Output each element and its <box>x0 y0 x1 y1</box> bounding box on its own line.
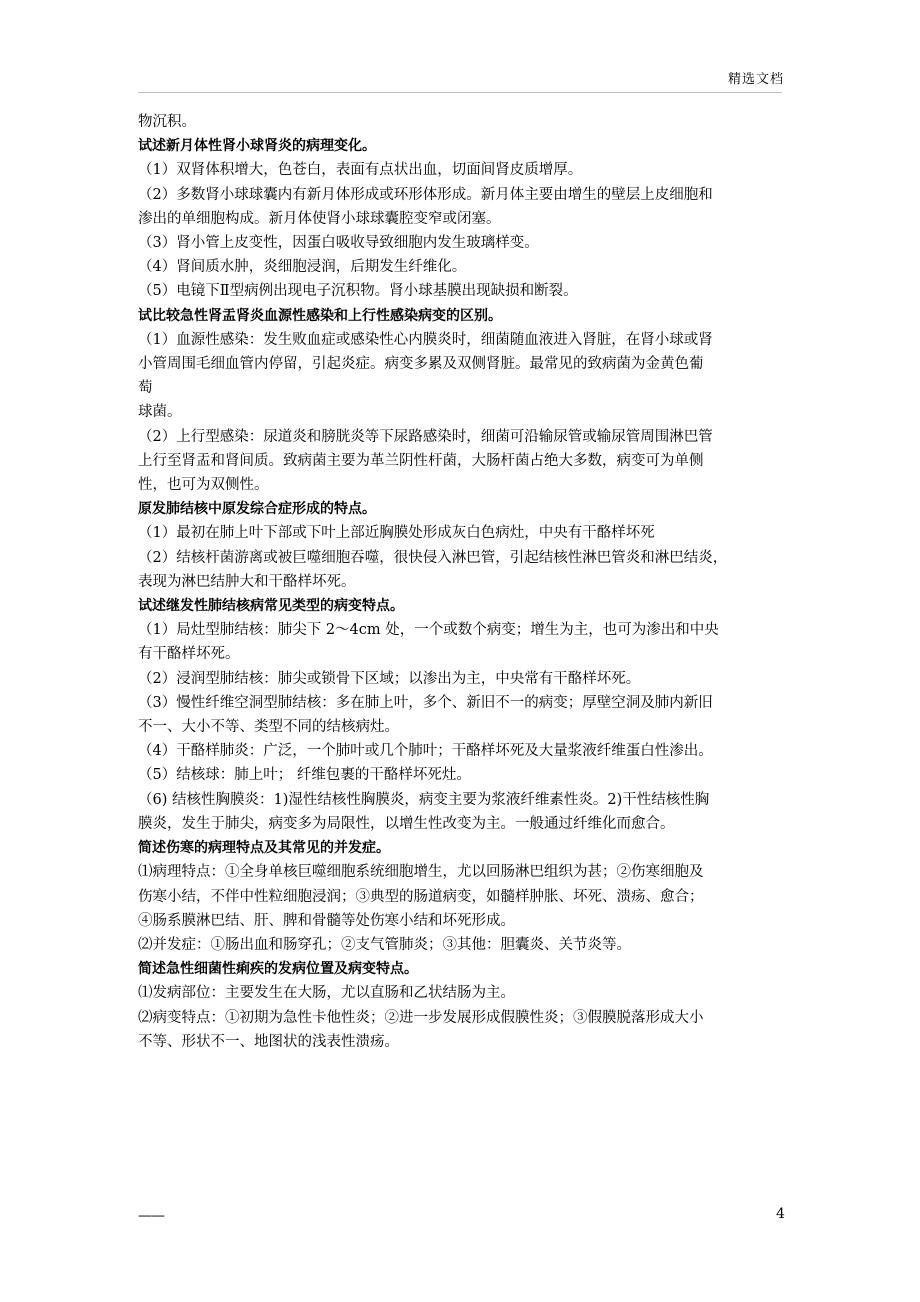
paragraph: （3）慢性纤维空洞型肺结核：多在肺上叶，多个、新旧不一的病变；厚壁空洞及肺内新旧 不一、大小不等、类型不同的结核病灶。 <box>138 694 713 736</box>
paragraph: （4）肾间质水肿，炎细胞浸润，后期发生纤维化。 <box>138 259 467 276</box>
header-label: 精选文档 <box>727 72 784 87</box>
paragraph: ⑵病变特点：①初期为急性卡他性炎；②进一步发展形成假膜性炎；③假膜脱落形成大小 不等、形状不一、地图状的浅表性溃疡。 <box>138 1009 704 1050</box>
paragraph: （1）双肾体积增大，色苍白，表面有点状出血，切面间肾皮质增厚。 <box>138 162 583 179</box>
paragraph: ⑴病理特点：①全身单核巨噬细胞系统细胞增生，尤以回肠淋巴组织为甚；②伤寒细胞及 伤寒小结，不伴中性粒细胞浸润；③典型的肠道病变，如髓样肿胀、坏死、溃疡、愈合； ④肠系膜淋巴结、肝、脾和骨髓等处伤寒小结和坏死形成。 <box>138 864 704 929</box>
paragraph: （2）多数肾小球球囊内有新月体形成或环形体形成。新月体主要由增生的壁层上皮细胞和 渗出的单细胞构成。新月体使肾小球球囊腔变窄或闭塞。 <box>138 186 713 227</box>
paragraph: （1）血源性感染：发生败血症或感染性心内膜炎时，细菌随血液进入肾脏，在肾小球或肾 小管周围毛细血管内停留，引起炎症。病变多累及双侧肾脏。最常见的致病菌为金黄色葡 萄 球菌。 <box>138 331 713 421</box>
paragraph: （1）局灶型肺结核：肺尖下 2～4cm 处，一个或数个病变；增生为主，也可为渗出和中央 有干酪样坏死。 <box>138 622 719 663</box>
paragraph: （6) 结核性胸膜炎：1)湿性结核性胸膜炎，病变主要为浆液纤维素性炎。2)干性结核性胸 膜炎，发生于肺尖，病变多为局限性，以增生性改变为主。一般通过纤维化而愈合。 <box>138 791 710 832</box>
document-body <box>138 110 786 1054</box>
paragraph: ⑴发病部位：主要发生在大肠，尤以直肠和乙状结肠为主。 <box>138 985 515 1002</box>
paragraph: （2）结核杆菌游离或被巨噬细胞吞噬，很快侵入淋巴管，引起结核性淋巴管炎和淋巴结炎， 表现为淋巴结肿大和干酪样坏死。 <box>138 549 728 590</box>
paragraph: （4）干酪样肺炎：广泛，一个肺叶或几个肺叶；干酪样坏死及大量浆液纤维蛋白性渗出。 <box>138 743 713 760</box>
section-heading: 原发肺结核中原发综合症形成的特点。 <box>138 501 376 518</box>
header-divider <box>138 92 782 93</box>
paragraph: （5）电镜下Ⅱ型病例出现电子沉积物。肾小球基膜出现缺损和断裂。 <box>138 283 578 300</box>
footer-mark: —— <box>138 1208 164 1224</box>
section-heading: 试述继发性肺结核病常见类型的病变特点。 <box>138 598 404 615</box>
paragraph: （2）上行型感染：尿道炎和膀胱炎等下尿路感染时，细菌可沿输尿管或输尿管周围淋巴管 上行至肾盂和肾间质。致病菌主要为革兰阴性杆菌，大肠杆菌占绝大多数，病变可为单侧 性，也可为双侧性。 <box>138 428 713 494</box>
paragraph: 物沉积。 <box>138 114 196 130</box>
paragraph: （3）肾小管上皮变性，因蛋白吸收导致细胞内发生玻璃样变。 <box>138 235 539 252</box>
paragraph: （5）结核球：肺上叶； 纤维包裹的干酪样坏死灶。 <box>138 767 471 784</box>
paragraph: ⑵并发症：①肠出血和肠穿孔；②支气管肺炎；③其他：胆囊炎、关节炎等。 <box>138 936 631 953</box>
section-heading: 试比较急性肾盂肾炎血源性感染和上行性感染病变的区别。 <box>138 307 502 324</box>
paragraph: （1）最初在肺上叶下部或下叶上部近胸膜处形成灰白色病灶，中央有干酪样坏死 <box>138 525 655 542</box>
paragraph: （2）浸润型肺结核：肺尖或锁骨下区域；以渗出为主，中央常有干酪样坏死。 <box>138 670 641 687</box>
section-heading: 简述伤寒的病理特点及其常见的并发症。 <box>138 840 390 857</box>
page-number: 4 <box>776 1206 785 1222</box>
section-heading: 试述新月体性肾小球肾炎的病理变化。 <box>138 138 376 155</box>
section-heading: 简述急性细菌性痢疾的发病位置及病变特点。 <box>138 961 418 978</box>
